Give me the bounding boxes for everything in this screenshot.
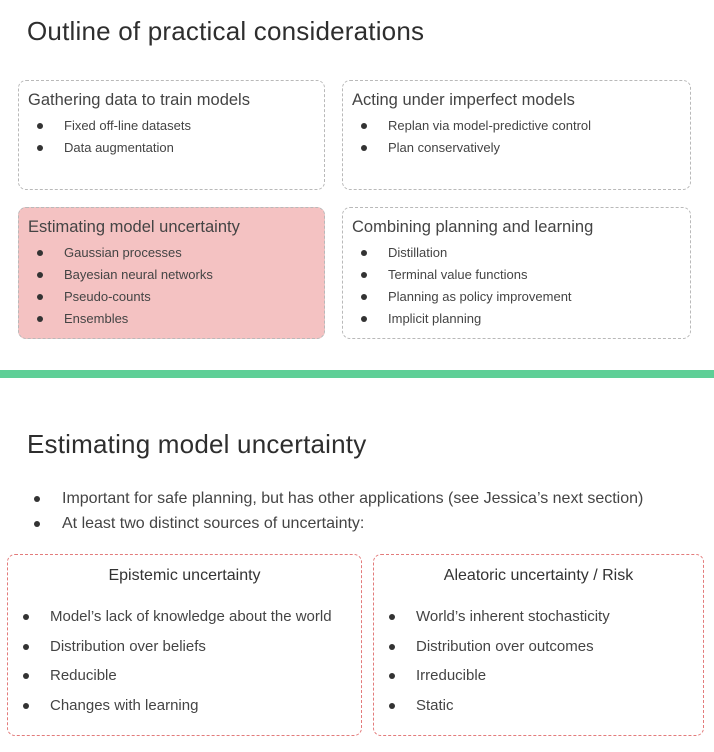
bullet-dot — [361, 272, 367, 278]
bullet-dot — [361, 145, 367, 151]
bullet-dot — [37, 272, 43, 278]
list-item: Distribution over outcomes — [374, 634, 610, 664]
list-item: Gaussian processes — [19, 242, 213, 264]
slide-outline — [0, 0, 714, 370]
bullet-dot — [23, 703, 29, 709]
list-item: Model’s lack of knowledge about the world — [8, 604, 332, 634]
bullet-dot — [389, 703, 395, 709]
bullet-dot — [361, 123, 367, 129]
list-item: Pseudo-counts — [19, 286, 213, 308]
list-item: Terminal value functions — [343, 264, 572, 286]
bullet-dot — [361, 316, 367, 322]
slide-estimating-uncertainty — [0, 380, 714, 752]
box-title: Estimating model uncertainty — [28, 218, 240, 236]
bullet-dot — [389, 673, 395, 679]
slide-divider — [0, 370, 714, 378]
box-title: Combining planning and learning — [352, 218, 594, 236]
box-title: Epistemic uncertainty — [108, 567, 261, 584]
bullet-dot — [23, 673, 29, 679]
list-item: Bayesian neural networks — [19, 264, 213, 286]
box-epistemic — [7, 554, 362, 736]
slide-title: Outline of practical considerations — [27, 16, 425, 46]
bullet-dot — [361, 294, 367, 300]
bullet-dot — [389, 614, 395, 620]
box-title: Gathering data to train models — [28, 91, 250, 109]
bullet-dot — [23, 644, 29, 650]
slide-title: Estimating model uncertainty — [27, 429, 367, 459]
list-item: Fixed off-line datasets — [19, 115, 191, 137]
list-item: Distillation — [343, 242, 572, 264]
box-aleatoric — [373, 554, 704, 736]
list-item: Static — [374, 693, 610, 723]
list-item: Ensembles — [19, 308, 213, 330]
bullet-dot — [37, 294, 43, 300]
box-title: Aleatoric uncertainty / Risk — [443, 567, 634, 584]
bullet-list — [0, 486, 643, 536]
list-item: World’s inherent stochasticity — [374, 604, 610, 634]
bullet-dot — [34, 521, 40, 527]
box-gathering-data — [18, 80, 325, 190]
bullet-dot — [389, 644, 395, 650]
bullet-dot — [23, 614, 29, 620]
bullet-dot — [37, 250, 43, 256]
list-item: Planning as policy improvement — [343, 286, 572, 308]
list-item: Distribution over beliefs — [8, 634, 332, 664]
bullet-dot — [37, 145, 43, 151]
list-item: Implicit planning — [343, 308, 572, 330]
list-item: Reducible — [8, 663, 332, 693]
bullet-dot — [37, 316, 43, 322]
box-title: Acting under imperfect models — [352, 91, 575, 109]
list-item: Changes with learning — [8, 693, 332, 723]
box-acting-imperfect — [342, 80, 691, 190]
list-item: Important for safe planning, but has other applications (see Jessica’s next section) — [0, 486, 643, 511]
bullet-dot — [361, 250, 367, 256]
list-item: At least two distinct sources of uncertainty: — [0, 511, 643, 536]
list-item: Plan conservatively — [343, 137, 591, 159]
list-item: Replan via model-predictive control — [343, 115, 591, 137]
list-item: Irreducible — [374, 663, 610, 693]
box-combining-planning — [342, 207, 691, 339]
box-estimating-uncertainty — [18, 207, 325, 339]
list-item: Data augmentation — [19, 137, 191, 159]
bullet-dot — [34, 496, 40, 502]
bullet-dot — [37, 123, 43, 129]
